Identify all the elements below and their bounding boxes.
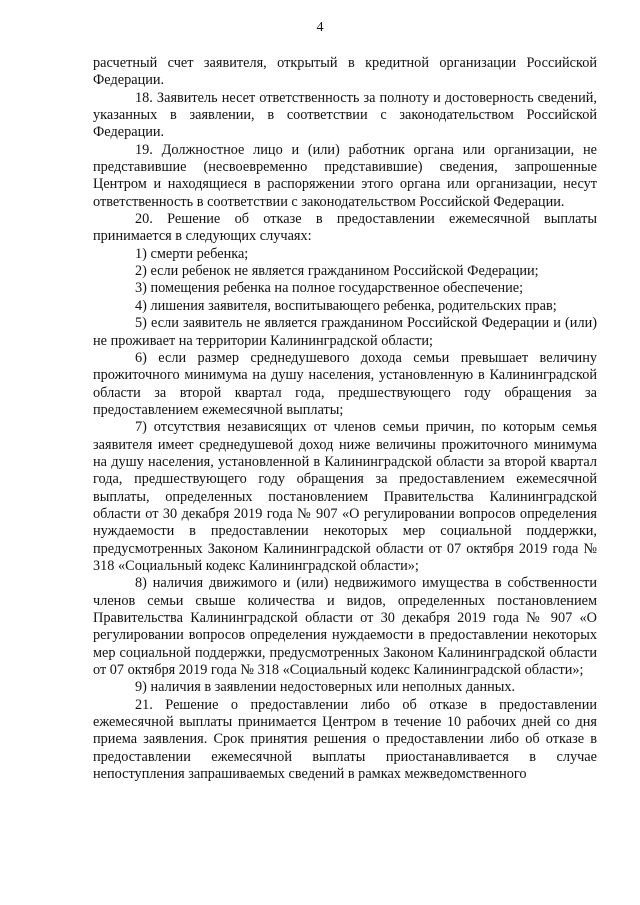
paragraph: 19. Должностное лицо и (или) работник органа или организации, не представившие (несвоевременно представившие) сведения, запрошенные Центром и находящиеся в распоряжении этого органа или организации, несут ответственность в соответствии с законодательством Российской Федерации.: [93, 141, 597, 210]
list-item: 7) отсутствия независящих от членов семьи причин, по которым семья заявителя имеет среднедушевой доход ниже величины прожиточного минимума на душу населения, установленной в Калининградской области за второй квартал года, предшествующего году обращения за предоставлением ежемесячной выплаты, определенных постановлением Правительства Калининградской области от 30 декабря 2019 года № 907 «О регулировании вопросов определения нуждаемости в предоставлении некоторых мер социальной поддержки, предусмотренных Законом Калининградской области от 07 октября 2019 года № 318 «Социальный кодекс Калининградской области»;: [93, 419, 597, 574]
paragraph: 21. Решение о предоставлении либо об отказе в предоставлении ежемесячной выплаты принимается Центром в течение 10 рабочих дней со дня приема заявления. Срок принятия решения о предоставлении либо об отказе в предоставлении ежемесячной выплаты приостанавливается в случае непоступления запрашиваемых сведений в рамках межведомственного: [93, 696, 597, 783]
paragraph: расчетный счет заявителя, открытый в кредитной организации Российской Федерации.: [93, 55, 597, 89]
list-item: 6) если размер среднедушевого дохода семьи превышает величину прожиточного минимума на душу населения, установленную в Калининградской области за второй квартал года, предшествующего году обращения за предоставлением ежемесячной выплаты;: [93, 349, 597, 418]
list-item: 2) если ребенок не является гражданином Российской Федерации;: [135, 263, 539, 280]
document-body: [93, 55, 597, 783]
list-item: 4) лишения заявителя, воспитывающего ребенка, родительских прав;: [135, 297, 557, 314]
paragraph: 18. Заявитель несет ответственность за полноту и достоверность сведений, указанных в заявлении, в соответствии с законодательством Российской Федерации.: [93, 89, 597, 141]
list-item: 3) помещения ребенка на полное государственное обеспечение;: [135, 280, 524, 297]
list-item: 1) смерти ребенка;: [135, 245, 249, 262]
list-item: 5) если заявитель не является гражданином Российской Федерации и (или) не проживает на территории Калининградской области;: [93, 315, 597, 349]
paragraph: 20. Решение об отказе в предоставлении ежемесячной выплаты принимается в следующих случаях:: [93, 211, 597, 245]
list-item: 8) наличия движимого и (или) недвижимого имущества в собственности членов семьи свыше количества и видов, определенных постановлением Правительства Калининградской области от 30 декабря 2019 года № 907 «О регулировании вопросов определения нуждаемости в предоставлении некоторых мер социальной поддержки, предусмотренных Законом Калининградской области от 07 октября 2019 года № 318 «Социальный кодекс Калининградской области»;: [93, 575, 597, 679]
page-number: 4: [316, 20, 324, 35]
list-item: 9) наличия в заявлении недостоверных или неполных данных.: [135, 679, 516, 696]
